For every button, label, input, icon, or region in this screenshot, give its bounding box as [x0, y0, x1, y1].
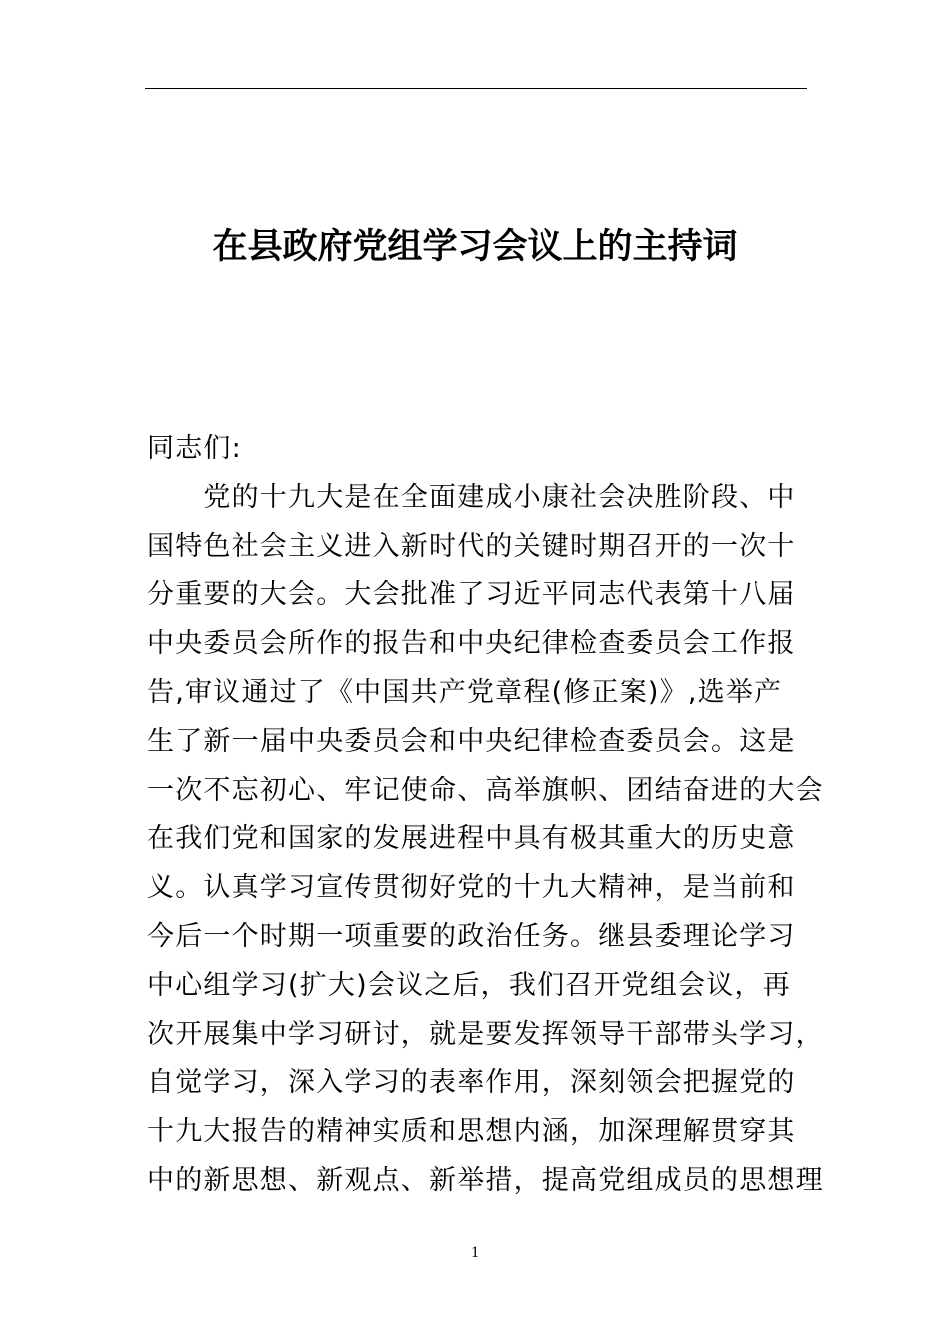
body-line: 在我们党和国家的发展进程中具有极其重大的历史意 — [147, 823, 796, 855]
document-title: 在县政府党组学习会议上的主持词 — [212, 226, 738, 267]
salutation: 同志们: — [147, 433, 242, 464]
body-line: 中的新思想、新观点、新举措，提高党组成员的思想理 — [147, 1164, 824, 1196]
document-body — [147, 425, 824, 1206]
body-line: 义。认真学习宣传贯彻好党的十九大精神，是当前和 — [147, 872, 796, 904]
body-line: 生了新一届中央委员会和中央纪律检查委员会。这是 — [147, 725, 796, 757]
body-line: 中央委员会所作的报告和中央纪律检查委员会工作报 — [147, 628, 796, 660]
body-line: 一次不忘初心、牢记使命、高举旗帜、团结奋进的大会 — [147, 774, 824, 806]
body-line: 自觉学习，深入学习的表率作用，深刻领会把握党的 — [147, 1067, 796, 1099]
body-line: 次开展集中学习研讨，就是要发挥领导干部带头学习， — [147, 1018, 824, 1050]
body-line: 十九大报告的精神实质和思想内涵，加深理解贯穿其 — [147, 1116, 796, 1148]
body-line: 告,审议通过了《中国共产党章程(修正案)》,选举产 — [147, 676, 783, 708]
body-line: 分重要的大会。大会批准了习近平同志代表第十八届 — [147, 579, 796, 611]
body-line: 中心组学习(扩大)会议之后，我们召开党组会议，再 — [147, 969, 791, 1001]
header-rule — [145, 88, 807, 89]
body-line: 党的十九大是在全面建成小康社会决胜阶段、中 — [147, 481, 796, 513]
body-line: 今后一个时期一项重要的政治任务。继县委理论学习 — [147, 920, 796, 952]
page-number: 1 — [471, 1244, 479, 1261]
body-line: 国特色社会主义进入新时代的关键时期召开的一次十 — [147, 530, 796, 562]
